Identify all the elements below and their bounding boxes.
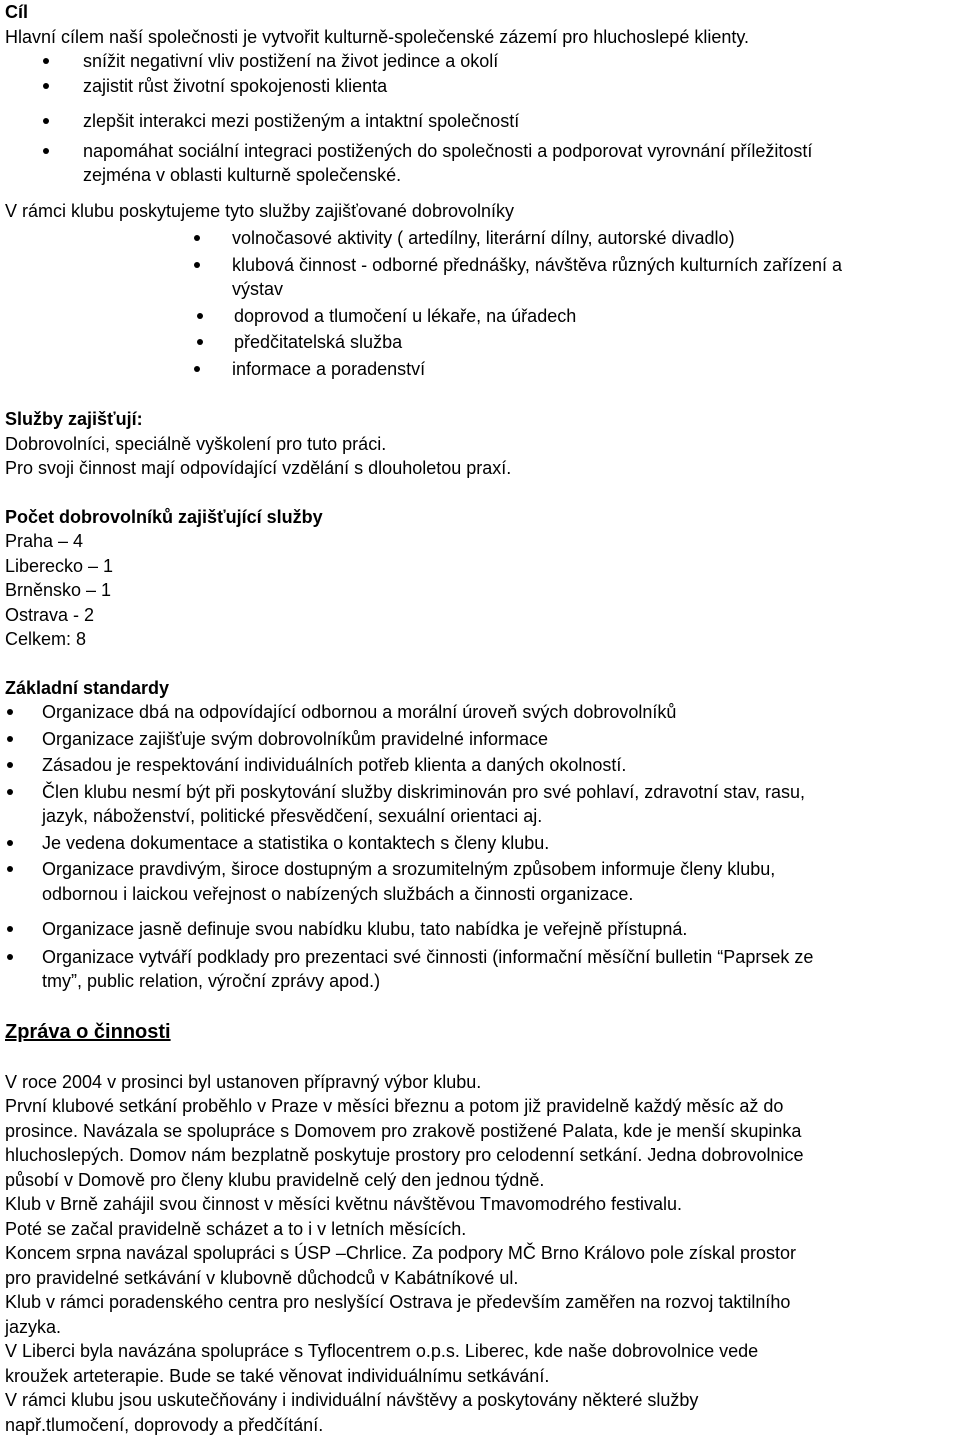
volunteers-line: Liberecko – 1 [5, 555, 114, 576]
report-line: Klub v Brně zahájil svou činnost v měsíci květnu návštěvou Tmavomodrého festivalu. [5, 1194, 682, 1214]
report-line: jazyka. [5, 1316, 62, 1337]
service-item: klubová činnost - odborné přednášky, návštěva různých kulturních zařízení a výstav [5, 253, 955, 302]
services-section [5, 199, 955, 382]
bullet-icon [7, 736, 13, 742]
volunteers-line: Ostrava - 2 [5, 604, 95, 625]
standard-item: Zásadou je respektování individuálních potřeb klienta a daných okolností. [5, 753, 955, 778]
report-line: kroužek arteterapie. Bude se také věnovat individuálnímu setkávání. [5, 1365, 550, 1386]
goal-list [5, 49, 955, 188]
goal-heading: Cíl [5, 2, 29, 22]
report-line: působí v Domově pro členy klubu pravidelně celý den jednou týdně. [5, 1169, 545, 1190]
report-line: pro pravidelné setkávání v klubovně důchodců v Kabátníkové ul. [5, 1267, 519, 1288]
bullet-icon [197, 339, 203, 345]
report-line: např.tlumočení, doprovody a předčítání. [5, 1414, 324, 1435]
report-heading: Zpráva o činnosti [5, 1020, 171, 1043]
goal-section [5, 0, 955, 188]
report-line: V Liberci byla navázána spolupráce s Tyflocentrem o.p.s. Liberec, kde naše dobrovolnice vede [5, 1341, 759, 1361]
report-line: Klub v rámci poradenského centra pro neslyšící Ostrava je především zaměřen na rozvoj taktilního [5, 1292, 791, 1312]
bullet-icon [194, 262, 200, 268]
bullet-icon [43, 118, 49, 124]
bullet-icon [197, 313, 203, 319]
services-intro: V rámci klubu poskytujeme tyto služby zajišťované dobrovolníky [5, 200, 514, 221]
volunteers-line: Celkem: 8 [5, 629, 87, 649]
volunteers-section [5, 505, 955, 652]
standard-item: Organizace vytváří podklady pro prezentaci své činnosti (informační měsíční bulletin “Paprsek ze tmy”, public relation, výroční zprávy apod.) [5, 945, 955, 994]
volunteers-line: Praha – 4 [5, 531, 84, 551]
bullet-icon [7, 926, 13, 932]
bullet-icon [194, 366, 200, 372]
services-list [5, 226, 955, 381]
report-line: V rámci klubu jsou uskutečňovány i individuální návštěvy a poskytovány některé služby [5, 1390, 699, 1410]
service-item: informace a poradenství [5, 357, 955, 382]
goal-item: zajistit růst životní spokojenosti klienta [5, 74, 955, 99]
standard-item: Organizace pravdivým, široce dostupným a srozumitelným způsobem informuje členy klubu, odbornou i laickou veřejnost o nabízených službách a činnosti organizace. [5, 857, 955, 906]
goal-item: napomáhat sociální integraci postižených do společnosti a podporovat vyrovnání příležitostí zejména v oblasti kulturně společenské. [5, 139, 955, 188]
report-line: hluchoslepých. Domov nám bezplatně poskytuje prostory pro celodenní setkání. Jedna dobrovolnice [5, 1145, 804, 1165]
bullet-icon [7, 866, 13, 872]
bullet-icon [43, 58, 49, 64]
bullet-icon [7, 954, 13, 960]
standard-item: Organizace zajišťuje svým dobrovolníkům pravidelné informace [5, 727, 955, 752]
standard-item: Organizace jasně definuje svou nabídku klubu, tato nabídka je veřejně přístupná. [5, 917, 955, 942]
report-line: Poté se začal pravidelně scházet a to i v letních měsících. [5, 1218, 467, 1239]
service-item: volnočasové aktivity ( artedílny, literární dílny, autorské divadlo) [5, 226, 955, 251]
bullet-icon [43, 83, 49, 89]
standards-list [5, 700, 955, 994]
standards-section [5, 676, 955, 994]
goal-item: snížit negativní vliv postižení na život jedince a okolí [5, 49, 955, 74]
bullet-icon [43, 148, 49, 154]
providers-line: Dobrovolníci, speciálně vyškolení pro tuto práci. [5, 433, 387, 454]
standard-item: Organizace dbá na odpovídající odbornou a morální úroveň svých dobrovolníků [5, 700, 955, 725]
volunteers-line: Brněnsko – 1 [5, 580, 112, 600]
document-page [5, 0, 955, 1437]
standard-item: Člen klubu nesmí být při poskytování služby diskriminován pro své pohlaví, zdravotní stav, rasu, jazyk, náboženství, politické přesvědčení, sexuální orientaci aj. [5, 780, 955, 829]
bullet-icon [7, 789, 13, 795]
volunteers-heading: Počet dobrovolníků zajišťující služby [5, 506, 323, 527]
goal-item: zlepšit interakci mezi postiženým a intaktní společností [5, 109, 955, 134]
report-line: První klubové setkání proběhlo v Praze v měsíci březnu a potom již pravidelně každý měsíc až do [5, 1096, 784, 1116]
report-line: V roce 2004 v prosinci byl ustanoven přípravný výbor klubu. [5, 1071, 482, 1092]
providers-section [5, 407, 955, 481]
report-section [5, 1018, 955, 1438]
providers-line: Pro svoji činnost mají odpovídající vzdělání s dlouholetou praxí. [5, 458, 512, 478]
bullet-icon [7, 709, 13, 715]
spacer [5, 1046, 955, 1070]
bullet-icon [7, 762, 13, 768]
service-item: doprovod a tlumočení u lékaře, na úřadech [5, 304, 955, 329]
service-item: předčitatelská služba [5, 330, 955, 355]
report-line: Koncem srpna navázal spolupráci s ÚSP –Chrlice. Za podpory MČ Brno Královo pole získal prostor [5, 1243, 797, 1263]
standard-item: Je vedena dokumentace a statistika o kontaktech s členy klubu. [5, 831, 955, 856]
bullet-icon [194, 235, 200, 241]
providers-heading: Služby zajišťují: [5, 409, 143, 429]
standards-heading: Základní standardy [5, 677, 170, 698]
bullet-icon [7, 840, 13, 846]
report-line: prosince. Navázala se spolupráce s Domovem pro zrakově postižené Palata, kde je menší skupinka [5, 1120, 802, 1141]
goal-intro: Hlavní cílem naší společnosti je vytvořit kulturně-společenské zázemí pro hluchoslepé klienty. [5, 26, 750, 47]
